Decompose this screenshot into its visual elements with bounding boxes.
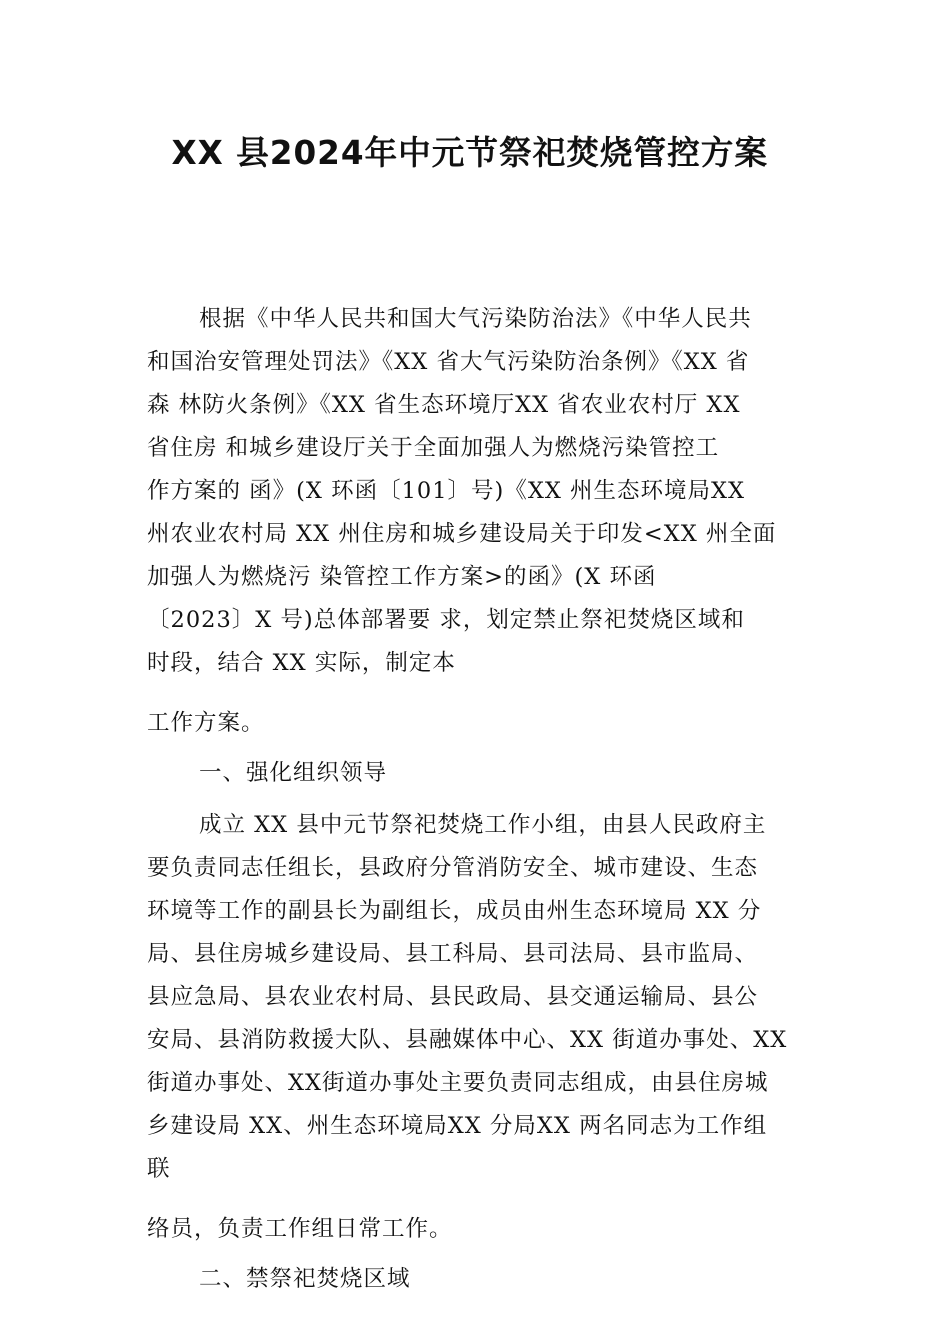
section-1-line-3: 环境等工作的副县长为副组长，成员由州生态环境局 XX 分: [147, 898, 762, 924]
section-1-heading: 一、强化组织领导: [199, 760, 388, 786]
intro-line-4: 省住房 和城乡建设厅关于全面加强人为燃烧污染管控工: [147, 435, 720, 461]
section-1-line-7: 街道办事处、XX街道办事处主要负责同志组成，由县住房城: [147, 1070, 769, 1096]
document-title: XX 县2024年中元节祭祀焚烧管控方案: [171, 133, 769, 172]
section-1-line-2: 要负责同志任组长，县政府分管消防安全、城市建设、生态: [147, 855, 759, 881]
section-1-line-8: 乡建设局 XX、州生态环境局XX 分局XX 两名同志为工作组: [147, 1113, 768, 1139]
section-1-line-4: 局、县住房城乡建设局、县工科局、县司法局、县市监局、: [147, 941, 759, 967]
intro-line-8: 〔2023〕X 号)总体部署要 求，划定禁止祭祀焚烧区域和: [147, 607, 745, 633]
section-1-line-5: 县应急局、县农业农村局、县民政局、县交通运输局、县公: [147, 984, 759, 1010]
intro-line-7: 加强人为燃烧污 染管控工作方案>的函》(X 环函: [147, 564, 657, 590]
section-1-line-1: 成立 XX 县中元节祭祀焚烧工作小组，由县人民政府主: [199, 812, 767, 838]
section-1-line-6: 安局、县消防救援大队、县融媒体中心、XX 街道办事处、XX: [147, 1027, 788, 1053]
section-1-line-9: 联: [147, 1156, 171, 1182]
section-1-line-10: 络员，负责工作组日常工作。: [147, 1216, 453, 1242]
intro-line-9: 时段，结合 XX 实际，制定本: [147, 650, 456, 676]
intro-line-6: 州农业农村局 XX 州住房和城乡建设局关于印发<XX 州全面: [147, 521, 777, 547]
section-2-heading: 二、禁祭祀焚烧区域: [199, 1266, 411, 1292]
intro-line-3: 森 林防火条例》《XX 省生态环境厅XX 省农业农村厅 XX: [147, 392, 741, 418]
intro-line-1: 根据《中华人民共和国大气污染防治法》《中华人民共: [199, 306, 752, 332]
intro-line-10: 工作方案。: [147, 710, 265, 736]
intro-line-5: 作方案的 函》(X 环函〔101〕号)《XX 州生态环境局XX: [147, 478, 746, 504]
intro-line-2: 和国治安管理处罚法》《XX 省大气污染防治条例》《XX 省: [147, 349, 750, 375]
